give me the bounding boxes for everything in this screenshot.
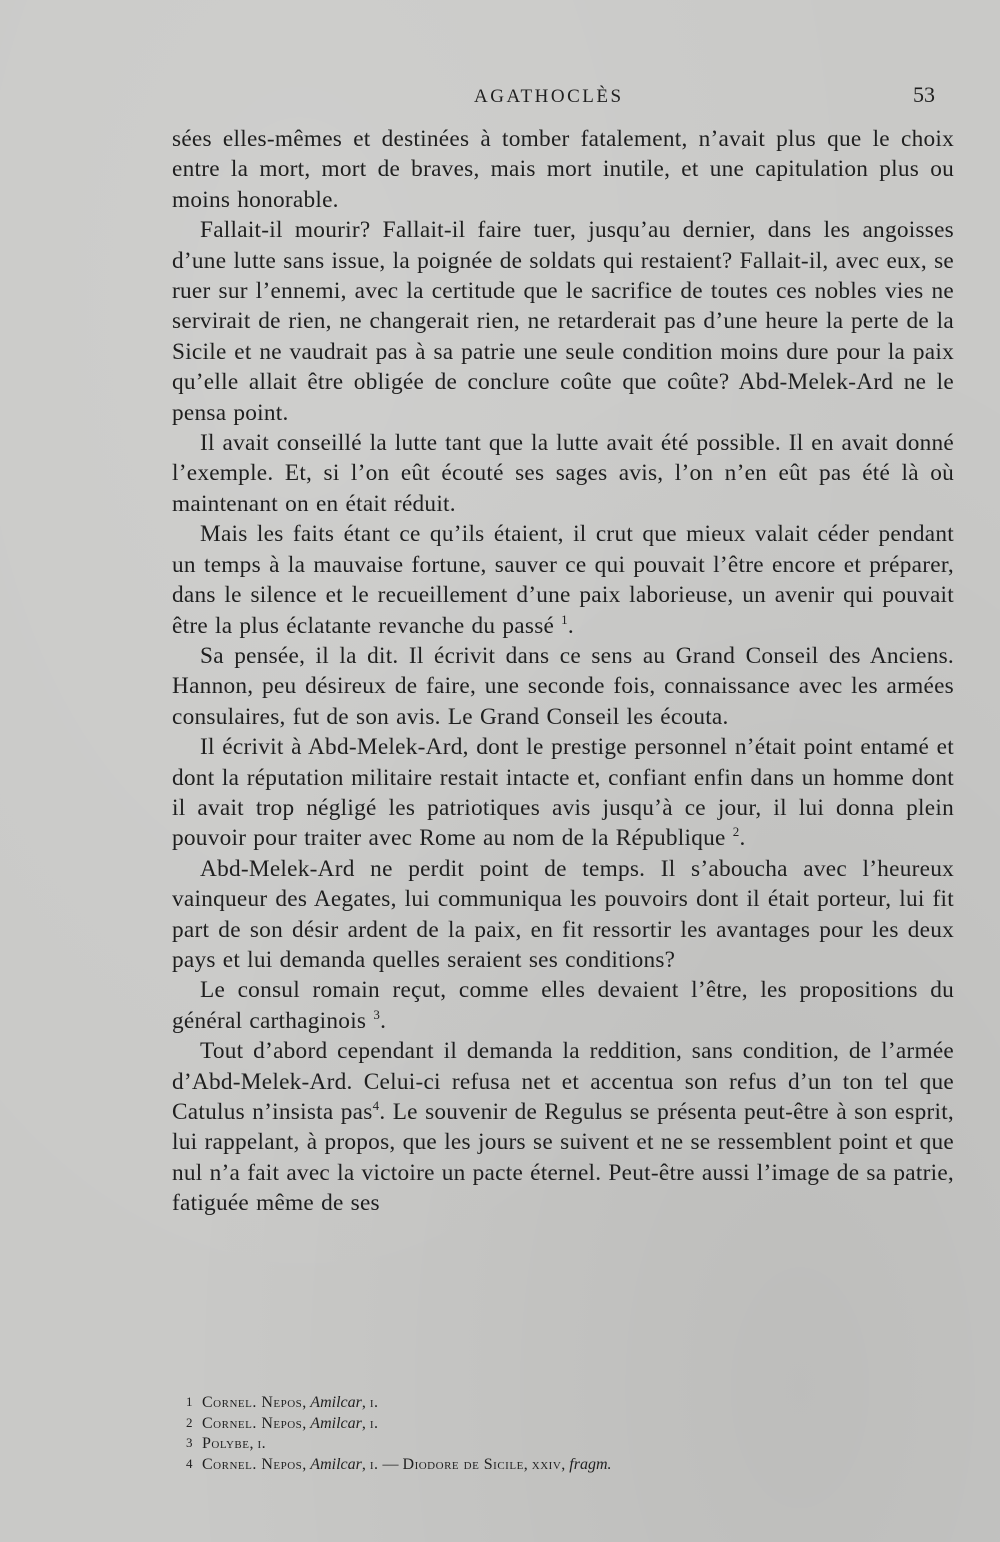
paragraph-text: Tout d’abord cependant il demanda la reddition, sans condition, de l’armée d’Abd-Melek-Ard. Celui-ci refusa net et accentua son refus d’un ton tel que Catulus n’insista pas [172, 1038, 954, 1125]
footnote-number: 1 [186, 1394, 193, 1409]
footnote-text: i. [369, 1394, 379, 1411]
footnote-text: Cornel. Nepos [202, 1394, 303, 1411]
paragraph [172, 519, 954, 641]
paragraph [172, 1036, 954, 1218]
paragraph [172, 732, 954, 854]
footnote-text: , [249, 1435, 258, 1452]
footnote-text: Amilcar [310, 1455, 362, 1473]
paragraph-text: . [380, 1007, 387, 1034]
footnote-text: xxiv [531, 1455, 562, 1473]
paragraph-text: Mais les faits étant ce qu’ils étaient, il crut que mieux valait céder pendant un temps à la mauvaise fortune, sauver ce qui pouvait l’être encore et préparer, dans le silence et le recueillement d’une paix laborieuse, un avenir qui pouvait être la plus éclatante revanche du passé [172, 521, 954, 639]
footnote-text: Amilcar [310, 1414, 362, 1432]
footnote [186, 1433, 946, 1454]
body-text [172, 124, 954, 1219]
paragraph [172, 641, 954, 732]
footnote-text: Cornel. Nepos [202, 1455, 303, 1473]
running-head [0, 82, 1000, 112]
footnote-text: fragm. [569, 1455, 612, 1473]
footnote [186, 1392, 946, 1413]
footnote [186, 1413, 946, 1434]
footnote-text: — [378, 1455, 403, 1473]
footnote-number: 3 [186, 1435, 193, 1450]
footnote-text: i. [257, 1435, 267, 1452]
paragraph [172, 215, 954, 428]
paragraph [172, 854, 954, 976]
paragraph-text: Fallait-il mourir? Fallait-il faire tuer, jusqu’au dernier, dans les angoisses d’une lutte sans issue, la poignée de soldats qui restaient? Fallait-il, avec eux, se ruer sur l’ennemi, avec la certitude que le sacrifice de toutes ces nobles vies ne servirait de rien, ne changerait rien, ne retarderait pas d’une heure la perte de la Sicile et ne vaudrait pas à sa patrie une seule condition moins dure pour la paix qu’elle allait être obligée de conclure coûte que coûte? Abd-Melek-Ard ne le pensa point. [172, 217, 954, 426]
footnote-reference: 4 [372, 1098, 380, 1114]
paragraph-text: Il avait conseillé la lutte tant que la lutte avait été possible. Il en avait donné l’exemple. Et, si l’on eût écouté ses sages avis, l’on n’en eût pas été là où maintenant on en était réduit. [172, 430, 954, 517]
footnote-number: 4 [186, 1455, 193, 1471]
footnote-text: , [361, 1414, 370, 1432]
paragraph-text: . Le souvenir de Regulus se présenta peut-être à son esprit, lui rappelant, à propos, que les jours se suivent et ne se ressemblent point et que nul n’a fait avec la victoire un pacte éternel. Peut-être aussi l’image de sa patrie, fatiguée même de ses [172, 1099, 954, 1217]
paragraph-text: . [739, 825, 746, 852]
footnote-reference: 1 [561, 611, 568, 627]
footnote-text: , [361, 1455, 370, 1473]
footnote-text: Polybe [202, 1435, 250, 1452]
footnote-text: , [302, 1394, 311, 1411]
paragraph-text: Sa pensée, il la dit. Il écrivit dans ce sens au Grand Conseil des Anciens. Hannon, peu désireux de faire, une seconde fois, connaissance avec les armées consulaires, fut de son avis. Le Grand Conseil les écouta. [172, 642, 954, 730]
footnotes [186, 1392, 946, 1474]
paragraph-text: Abd-Melek-Ard ne perdit point de temps. Il s’aboucha avec l’heureux vainqueur des Aegates, lui communiqua les pouvoirs dont il était porteur, lui fit part de son désir ardent de la paix, en fit ressortir les avantages pour les deux pays et lui demanda quelles seraient ses conditions? [172, 855, 954, 973]
footnote-text: Amilcar [310, 1394, 362, 1411]
paragraph-text: Il écrivit à Abd-Melek-Ard, dont le prestige personnel n’était point entamé et dont la réputation militaire restait intacte et, confiant enfin dans un homme dont il avait trop négligé les patriotiques avis jusqu’à ce jour, il lui donna plein pouvoir pour traiter avec Rome au nom de la République [172, 734, 954, 852]
footnote-text: , [302, 1455, 311, 1473]
paragraph-text: Le consul romain reçut, comme elles devaient l’être, les propositions du général carthaginois [172, 977, 954, 1034]
paragraph [172, 975, 954, 1036]
paragraph [172, 124, 954, 215]
page-number: 53 [913, 82, 935, 107]
footnote-text: , [523, 1455, 532, 1473]
footnote-text: , [302, 1414, 311, 1432]
footnote-reference: 2 [732, 824, 740, 840]
footnote-text: i. [369, 1414, 379, 1432]
footnote-text: Diodore de Sicile [402, 1455, 524, 1473]
footnote-number: 2 [186, 1414, 193, 1430]
paragraph-text: . [567, 612, 574, 639]
footnote-reference: 3 [373, 1007, 381, 1023]
footnote-text: , [361, 1394, 370, 1411]
running-title: AGATHOCLÈS [474, 86, 624, 107]
footnote-text: Cornel. Nepos [202, 1414, 303, 1432]
footnote-text: , [561, 1455, 570, 1473]
footnote-text: i. [369, 1455, 379, 1473]
footnote [186, 1454, 946, 1475]
paragraph [172, 428, 954, 519]
paragraph-text: sées elles-mêmes et destinées à tomber fatalement, n’avait plus que le choix entre la mort, mort de braves, mais mort inutile, et une capitulation plus ou moins honorable. [172, 126, 954, 213]
